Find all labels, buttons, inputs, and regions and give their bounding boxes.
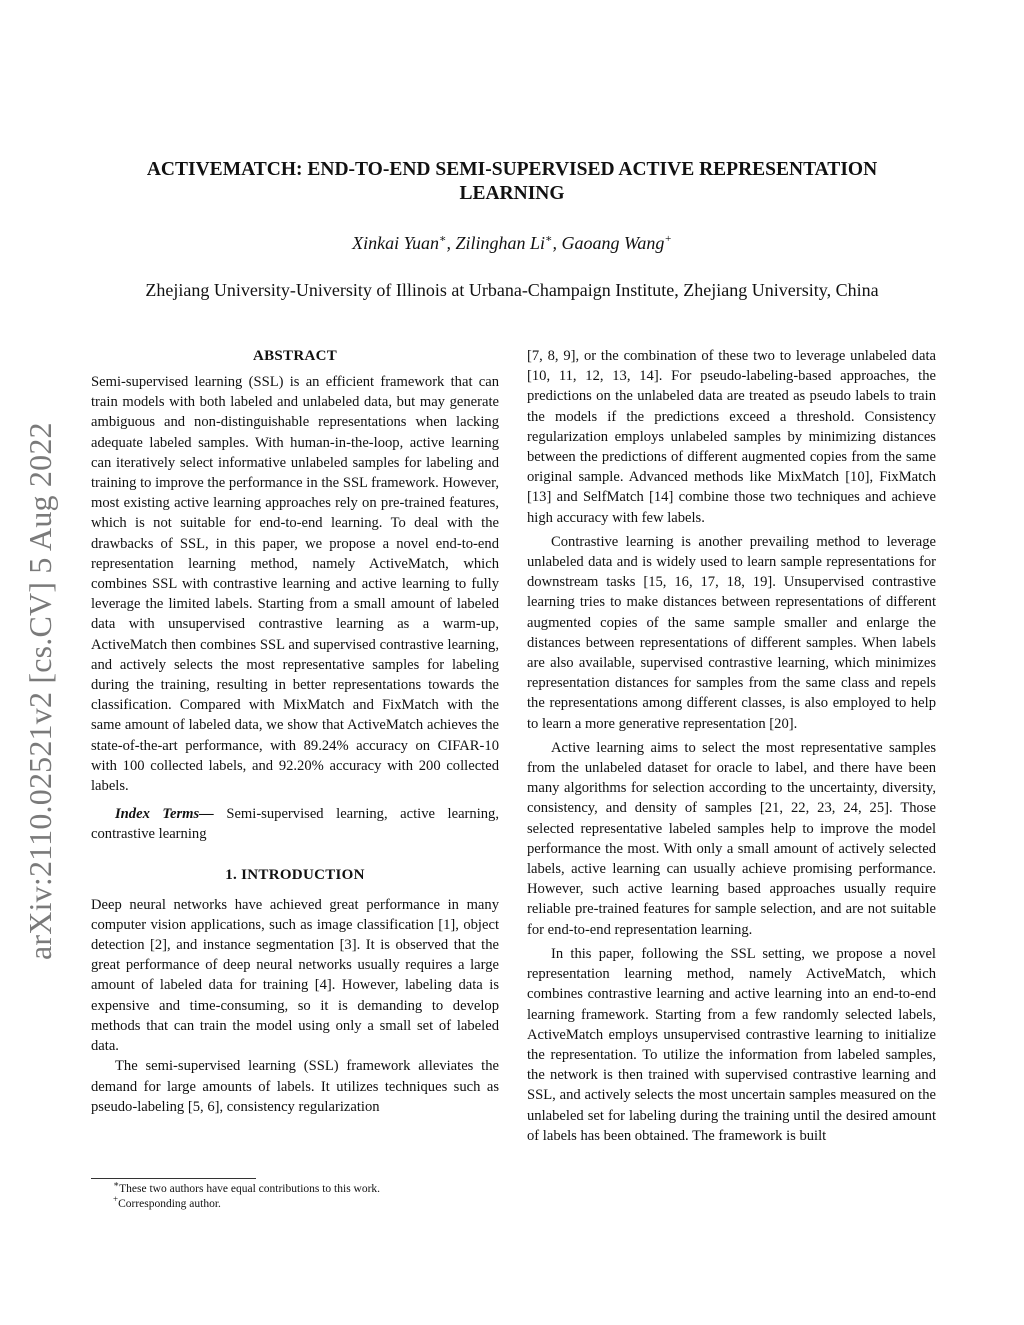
intro-paragraph-1: Deep neural networks have achieved great performance in many computer vision applications, such as image classification [1], object detection [2], and instance segmentation [3]. It is observed that the great performance of deep neural networks usually requires a large amount of labeled data for training [4]. However, labeling data is expensive and time-consuming, so it is demanding to develop methods that can train the model using only a small set of labeled data. (91, 896, 499, 1055)
intro-paragraph-4: Active learning aims to select the most representative samples from the unlabeled dataset for oracle to label, and there have been many algorithms for selection according to the uncertainty, diversity, consistency, and density of samples [21, 22, 23, 24, 25]. Those selected representative labeled samples help to improve the model performance the most. With only a small amount of actively selected labels, active learning can usually achieve promising performance. However, such active learning based approaches usually require reliable pre-trained features for sample selection, and are not suitable for end-to-end representation learning. (527, 739, 936, 938)
author-mark: + (664, 233, 672, 245)
author-mark: ∗ (545, 233, 553, 245)
footnote-2 (91, 1194, 499, 1212)
footnote-text: Corresponding author. (118, 1198, 221, 1210)
arxiv-identifier: arXiv:2110.02521v2 [cs.CV] 5 Aug 2022 (22, 422, 58, 960)
author-mark: ∗ (439, 233, 447, 245)
intro-paragraph-3: Contrastive learning is another prevailing method to leverage unlabeled data and is widely used to learn sample representations for downstream tasks [15, 16, 17, 18, 19]. Unsupervised contrastive learning tries to make distances between representations of different augmented copies of the same sample smaller and enlarge the distances between representations of different samples. When labels are also available, supervised contrastive learning, which minimizes representation distances for samples from the same class and repels the representations among different classes, is also employed to help to learn a more generative representation [20]. (527, 533, 936, 732)
footnote-mark: ∗ (113, 1179, 120, 1190)
intro-paragraph-2: The semi-supervised learning (SSL) framework alleviates the demand for large amounts of labels. It utilizes techniques such as pseudo-labeling [5, 6], consistency regularization (91, 1058, 499, 1115)
author-separator: , (446, 233, 456, 253)
abstract-heading: ABSTRACT (252, 348, 338, 364)
intro-paragraph-5: In this paper, following the SSL setting, we propose a novel representation learning method, namely ActiveMatch, which combines contrastive learning and active learning into an end-to-end learning framework. Starting from a few randomly selected labels, ActiveMatch employs unsupervised contrastive learning to initialize the representation. To utilize the information from labeled samples, the network is then trained with supervised contrastive learning and SSL, and actively selects the most uncertain samples measured on the unlabeled set for labeling during the training until the desired amount of labels has been obtained. The framework is built (527, 945, 936, 1144)
author-name: Zilinghan Li (455, 233, 546, 253)
abstract-text: Semi-supervised learning (SSL) is an efficient framework that can train models with both labeled and unlabeled data, but may generate ambiguous and non-distinguishable representations when lacking adequate labeled samples. With human-in-the-loop, active learning can iteratively select informative unlabeled samples for labeling and training to improve the performance in the SSL framework. However, most existing active learning approaches rely on pre-trained features, which is not suitable for end-to-end learning. To deal with the drawbacks of SSL, in this paper, we propose a novel end-to-end representation learning method, namely ActiveMatch, which combines SSL with contrastive learning and active learning to fully leverage the limited labels. Starting from a small amount of labeled data with unsupervised contrastive learning as a warm-up, ActiveMatch then combines SSL and supervised contrastive learning, and actively selects the most representative samples for labeling during the training, resulting in better representations towards the classification. Compared with MixMatch and FixMatch with the same amount of labeled data, we show that ActiveMatch achieves the state-of-the-art performance, with 89.24% accuracy on CIFAR-10 with 100 collected labels, and 92.20% accuracy with 200 collected labels. (91, 374, 499, 795)
footnote-1 (91, 1179, 499, 1197)
author-name: Gaoang Wang (561, 233, 665, 253)
index-terms (91, 804, 499, 844)
author-name: Xinkai Yuan (352, 233, 440, 253)
paper-title (120, 158, 904, 206)
author-separator: , (552, 233, 562, 253)
author-list (120, 232, 904, 254)
index-terms-text: Semi-supervised learning, active learning, contrastive learning (91, 806, 500, 843)
footnotes (91, 1178, 499, 1212)
affiliation: Zhejiang University-University of Illinois at Urbana-Champaign Institute, Zhejiang University, China (145, 280, 879, 300)
right-column (527, 346, 936, 1146)
title-line-1: ACTIVEMATCH: END-TO-END SEMI-SUPERVISED ACTIVE REPRESENTATION (146, 159, 878, 180)
title-line-2: LEARNING (459, 183, 565, 204)
footnote-mark: + (113, 1194, 119, 1205)
footnote-text: These two authors have equal contributions to this work. (119, 1183, 381, 1195)
arxiv-sidebar (14, 350, 66, 960)
introduction-heading: 1. INTRODUCTION (225, 866, 365, 883)
intro-paragraph-2-continued: [7, 8, 9], or the combination of these two to leverage unlabeled data [10, 11, 12, 13, 14]. For pseudo-labeling-based approaches, the predictions on the unlabeled data are treated as pseudo labels to train the models if the predictions exceed a threshold. Consistency regularization employs unlabeled samples by minimizing distances between the predictions of different augmented copies from the same original sample. Advanced methods like MixMatch [10], FixMatch [13] and SelfMatch [14] combine those two techniques and achieve high accuracy with few labels. (527, 348, 936, 526)
left-column (91, 346, 499, 1117)
index-terms-label: Index Terms— (115, 806, 214, 823)
